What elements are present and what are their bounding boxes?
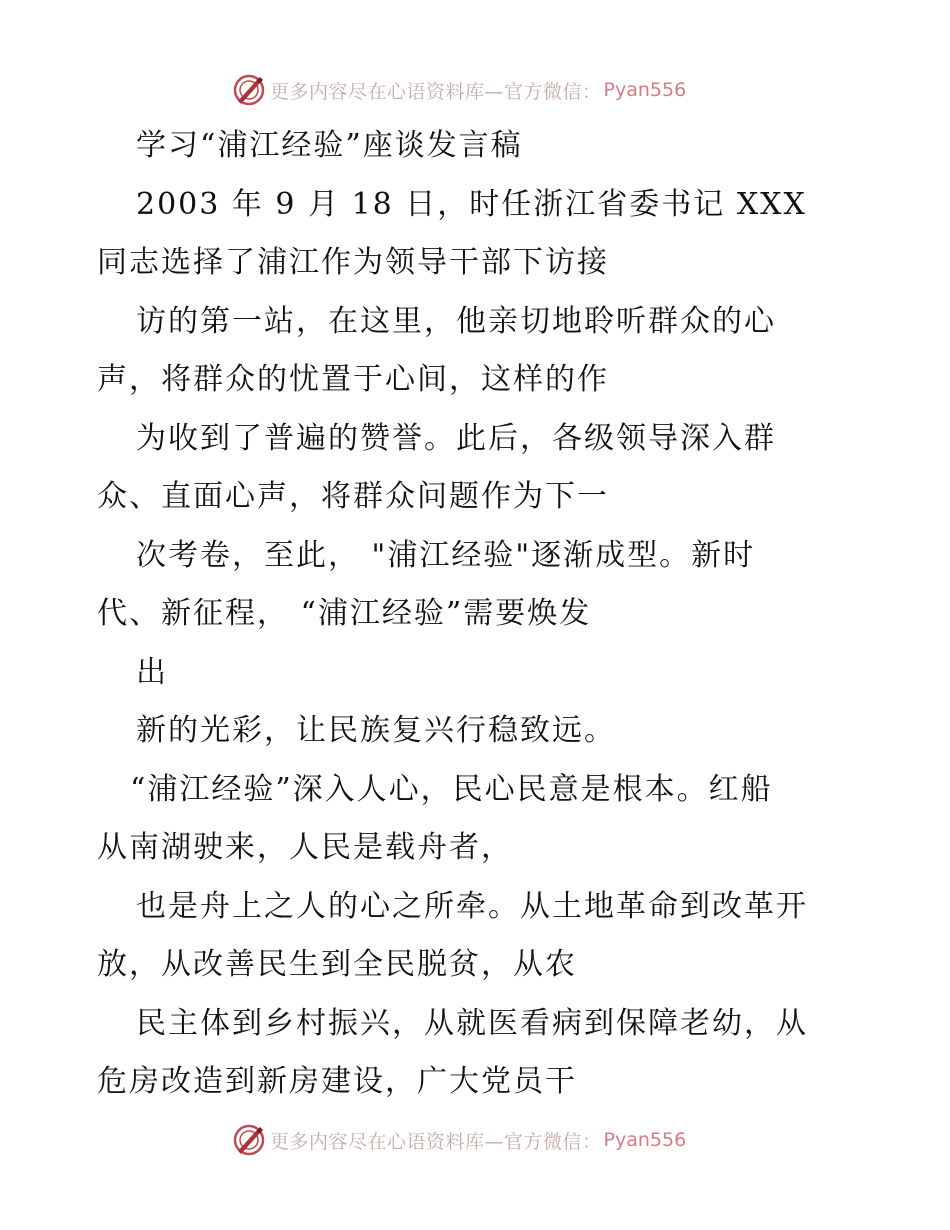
banner-text: 更多内容尽在心语资料库—官方微信： xyxy=(270,80,602,103)
banner-wechat-id: Pyan556 xyxy=(603,1129,687,1151)
paragraph-line: 新的光彩，让民族复兴行稳致远。 xyxy=(136,713,616,748)
paragraph-line: 代、新征程， “浦江经验”需要焕发 xyxy=(97,596,592,631)
paragraph-line: 声，将群众的忧置于心间，这样的作 xyxy=(97,362,609,397)
pen-logo-icon xyxy=(232,1123,266,1157)
paragraph-line: 从南湖驶来，人民是载舟者， xyxy=(97,830,513,865)
paragraph-line: 为收到了普遍的赞誉。此后，各级领导深入群 xyxy=(136,421,776,456)
paragraph-line: 众、直面心声，将群众问题作为下一 xyxy=(97,479,609,514)
paragraph-line: “浦江经验”深入人心，民心民意是根本。红船 xyxy=(130,772,773,807)
paragraph-line: 同志选择了浦江作为领导干部下访接 xyxy=(97,245,609,280)
document-title: 学习“浦江经验”座谈发言稿 xyxy=(136,128,523,163)
banner-wechat-id: Pyan556 xyxy=(603,79,687,101)
paragraph-line: 危房改造到新房建设，广大党员干 xyxy=(97,1064,577,1099)
paragraph-line: 次考卷，至此， "浦江经验"逐渐成型。新时 xyxy=(136,538,756,573)
paragraph-line: 民主体到乡村振兴，从就医看病到保障老幼，从 xyxy=(136,1006,808,1041)
header-watermark-banner xyxy=(232,72,686,108)
footer-watermark-banner xyxy=(232,1122,686,1158)
paragraph-line: 也是舟上之人的心之所牵。从土地革命到改革开 xyxy=(136,889,808,924)
paragraph-line: 2003 年 9 月 18 日，时任浙江省委书记 XXX xyxy=(136,187,807,222)
paragraph-line: 出 xyxy=(136,655,168,690)
banner-text: 更多内容尽在心语资料库—官方微信： xyxy=(270,1130,602,1153)
pen-logo-icon xyxy=(232,73,266,107)
paragraph-line: 访的第一站，在这里，他亲切地聆听群众的心 xyxy=(136,304,776,339)
paragraph-line: 放，从改善民生到全民脱贫，从农 xyxy=(97,947,577,982)
